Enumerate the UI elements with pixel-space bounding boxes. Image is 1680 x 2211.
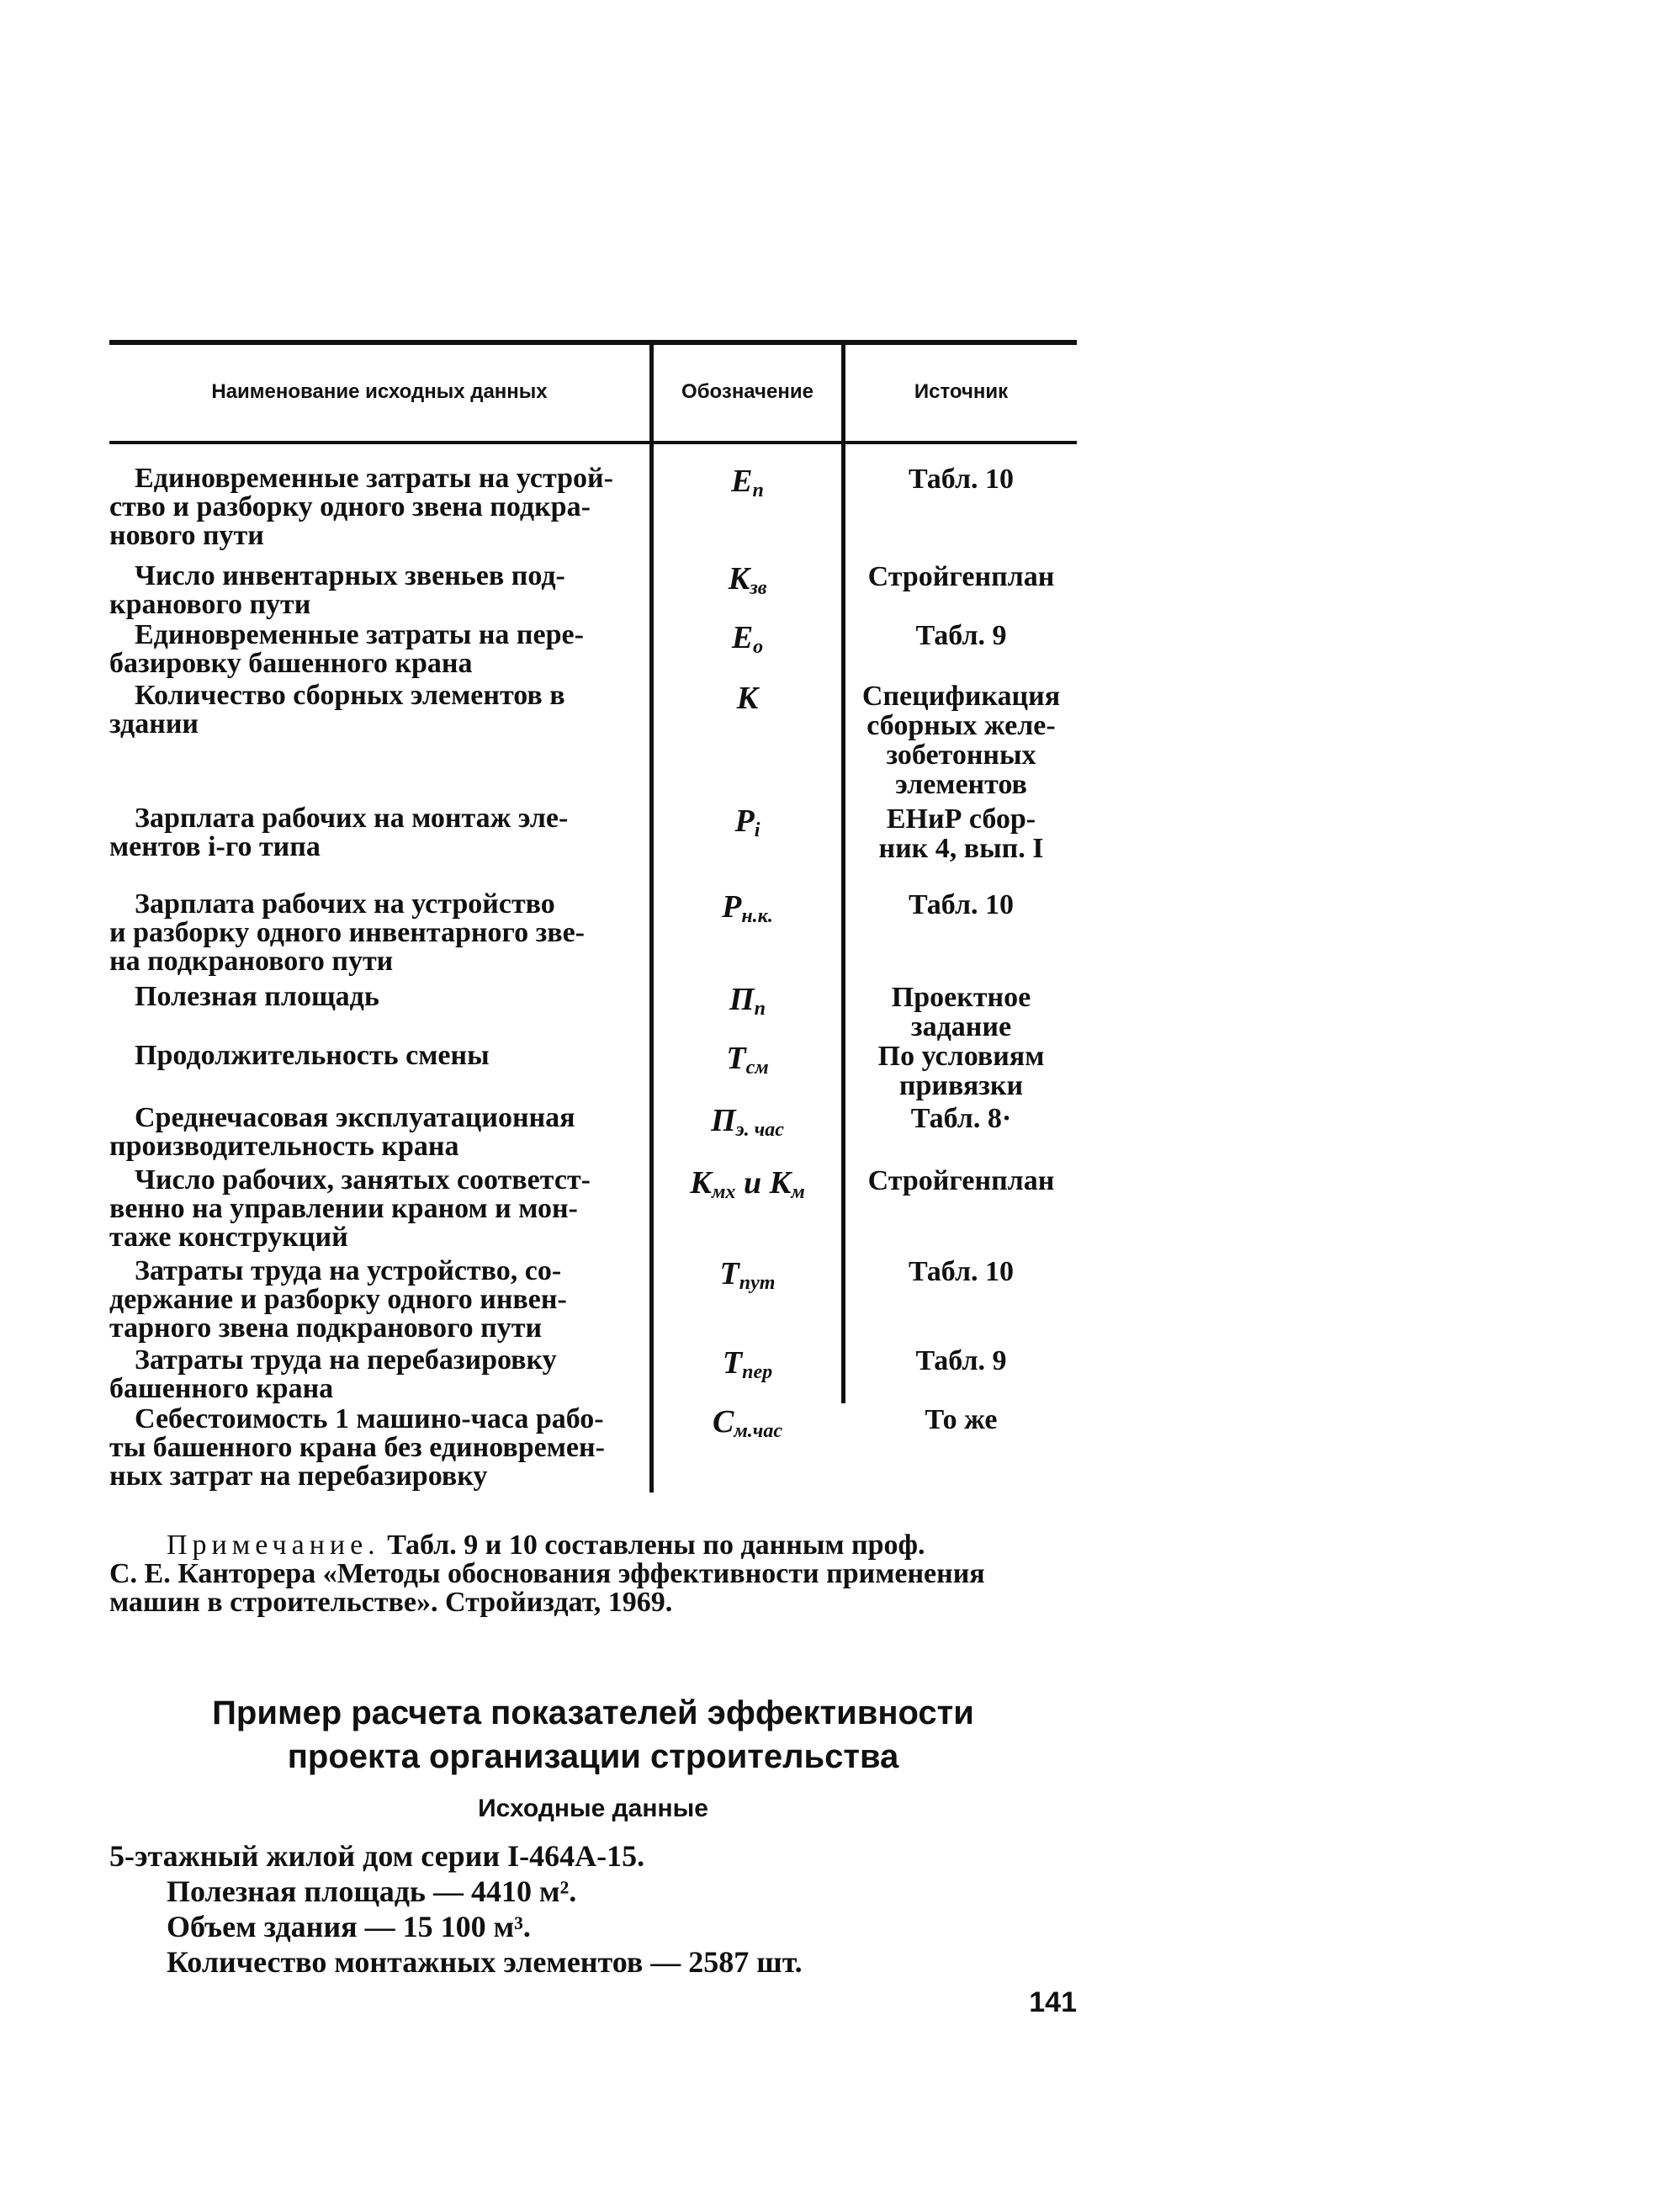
symbol-main: Р bbox=[734, 803, 755, 839]
section-title-line: проекта организации строительства bbox=[287, 1738, 899, 1775]
cell-name bbox=[109, 1257, 633, 1343]
cell-source bbox=[845, 562, 1077, 591]
page-number: 141 bbox=[1029, 1986, 1077, 2018]
data-line: Полезная площадь — 4410 м². bbox=[167, 1874, 577, 1908]
name-line: Зарплата рабочих на монтаж эле- bbox=[135, 803, 569, 834]
cell-symbol bbox=[654, 681, 841, 715]
cell-source bbox=[845, 890, 1077, 920]
source-data-table bbox=[109, 340, 1077, 1493]
cell-symbol bbox=[654, 890, 841, 933]
table-note bbox=[109, 1531, 1077, 1617]
cell-source bbox=[845, 983, 1077, 1042]
cell-name bbox=[109, 1405, 633, 1491]
name-line: Число рабочих, занятых соответст- bbox=[135, 1164, 591, 1196]
symbol-subscript: мх bbox=[711, 1181, 736, 1203]
name-line: тарного звена подкранового пути bbox=[109, 1312, 543, 1344]
source-line: Табл. 8· bbox=[910, 1103, 1012, 1134]
section-title bbox=[109, 1691, 1077, 1779]
symbol-main: Т bbox=[719, 1256, 739, 1291]
cell-name bbox=[109, 983, 633, 1011]
symbol-tail-subscript: м bbox=[791, 1181, 805, 1203]
cell-source bbox=[845, 621, 1077, 650]
data-line: Количество монтажных элементов — 2587 шт. bbox=[167, 1945, 803, 1979]
symbol-subscript: н.к. bbox=[741, 905, 773, 927]
cell-symbol bbox=[654, 1257, 841, 1300]
source-line: Стройгенплан bbox=[867, 1165, 1055, 1196]
symbol-subscript: пут bbox=[739, 1272, 776, 1294]
symbol-main: К bbox=[690, 1165, 712, 1201]
name-line: ство и разборку одного звена подкра- bbox=[109, 491, 591, 522]
cell-source bbox=[845, 1405, 1077, 1434]
cell-name bbox=[109, 1042, 633, 1070]
name-line: Продолжительность смены bbox=[135, 1040, 490, 1071]
cell-symbol bbox=[654, 621, 841, 664]
symbol-main: К bbox=[728, 561, 750, 596]
cell-name bbox=[109, 890, 633, 976]
header-symbol: Обозначение bbox=[681, 380, 814, 403]
name-line: Среднечасовая эксплуатационная bbox=[135, 1102, 575, 1133]
name-line: и разборку одного инвентарного зве- bbox=[109, 917, 586, 948]
source-line: Спецификация bbox=[861, 681, 1061, 712]
symbol-main: П bbox=[729, 982, 755, 1017]
cell-name bbox=[109, 804, 633, 862]
cell-symbol bbox=[654, 983, 841, 1026]
source-line: сборных желе- bbox=[866, 710, 1056, 741]
name-line: Полезная площадь bbox=[135, 981, 379, 1012]
symbol-main: К bbox=[736, 681, 759, 716]
cell-source bbox=[845, 1257, 1077, 1286]
source-data-lines bbox=[109, 1838, 1077, 1980]
symbol-main: П bbox=[711, 1103, 736, 1138]
symbol-subscript: о bbox=[753, 636, 764, 658]
symbol-main: Т bbox=[726, 1041, 746, 1076]
symbol-subscript: пер bbox=[742, 1361, 773, 1383]
name-line: башенного крана bbox=[109, 1373, 334, 1404]
cell-source bbox=[845, 681, 1077, 799]
name-line: здании bbox=[109, 708, 199, 740]
cell-source bbox=[845, 464, 1077, 494]
symbol-main: Р bbox=[722, 889, 742, 925]
name-line: кранового пути bbox=[109, 589, 311, 620]
source-line: привязки bbox=[898, 1070, 1024, 1101]
symbol-subscript: п bbox=[754, 998, 766, 1020]
source-line: Табл. 9 bbox=[915, 620, 1007, 651]
symbol-subscript: п bbox=[752, 480, 764, 501]
source-line: По условиям bbox=[877, 1041, 1045, 1072]
section-title-line: Пример расчета показателей эффективности bbox=[212, 1694, 974, 1731]
source-line: задание bbox=[910, 1011, 1012, 1042]
source-line: Табл. 9 bbox=[915, 1345, 1007, 1376]
cell-symbol bbox=[654, 1405, 841, 1448]
symbol-subscript: э. час bbox=[735, 1119, 784, 1141]
header-name: Наименование исходных данных bbox=[211, 380, 548, 403]
name-line: производительность крана bbox=[109, 1131, 459, 1162]
name-line: венно на управлении краном и мон- bbox=[109, 1193, 578, 1224]
cell-name bbox=[109, 1104, 633, 1161]
table-header-rule bbox=[109, 441, 1077, 444]
cell-symbol bbox=[654, 1166, 841, 1209]
cell-name bbox=[109, 464, 633, 550]
symbol-subscript: см bbox=[745, 1057, 769, 1079]
data-line: Объем здания — 15 100 м³. bbox=[167, 1910, 531, 1943]
cell-name bbox=[109, 621, 633, 678]
name-line: ных затрат на перебазировку bbox=[109, 1461, 488, 1492]
name-line: базировку башенного крана bbox=[109, 648, 473, 679]
cell-name bbox=[109, 562, 633, 619]
name-line: держание и разборку одного инвен- bbox=[109, 1284, 567, 1315]
note-line: С. Е. Канторера «Методы обоснования эффективности применения bbox=[109, 1558, 985, 1589]
source-line: Стройгенплан bbox=[867, 561, 1055, 592]
name-line: Зарплата рабочих на устройство bbox=[135, 888, 555, 920]
table-top-rule bbox=[109, 340, 1077, 345]
cell-name bbox=[109, 1166, 633, 1252]
symbol-subscript: зв bbox=[750, 577, 767, 599]
name-line: Затраты труда на устройство, со- bbox=[135, 1255, 562, 1286]
cell-symbol bbox=[654, 464, 841, 507]
source-line: Табл. 10 bbox=[908, 889, 1015, 920]
symbol-main: Е bbox=[731, 620, 754, 655]
cell-name bbox=[109, 1346, 633, 1403]
cell-symbol bbox=[654, 804, 841, 847]
note-text: Табл. 9 и 10 составлены по данным проф. bbox=[379, 1530, 925, 1561]
source-line: элементов bbox=[895, 769, 1027, 800]
name-line: Себестоимость 1 машино-часа рабо- bbox=[135, 1403, 604, 1434]
cell-source bbox=[845, 1346, 1077, 1376]
name-line: на подкранового пути bbox=[109, 946, 394, 977]
name-line: ментов i-го типа bbox=[109, 831, 321, 862]
cell-source bbox=[845, 804, 1077, 863]
section-subtitle: Исходные данные bbox=[478, 1795, 708, 1822]
name-line: Затраты труда на перебазировку bbox=[135, 1344, 557, 1376]
source-line: ник 4, вып. I bbox=[878, 833, 1044, 864]
source-line: ЕНиР сбор- bbox=[886, 803, 1036, 835]
cell-symbol bbox=[654, 1042, 841, 1084]
cell-source bbox=[845, 1104, 1077, 1133]
source-line: Проектное bbox=[891, 982, 1031, 1013]
cell-source bbox=[845, 1166, 1077, 1196]
name-line: Количество сборных элементов в bbox=[135, 680, 565, 711]
cell-source bbox=[845, 1042, 1077, 1100]
name-line: таже конструкций bbox=[109, 1222, 348, 1253]
symbol-main: С bbox=[712, 1404, 734, 1440]
cell-name bbox=[109, 681, 633, 739]
header-source: Источник bbox=[914, 380, 1009, 403]
source-line: зобетонных bbox=[886, 740, 1036, 771]
note-line bbox=[109, 1531, 1077, 1560]
cell-symbol bbox=[654, 1104, 841, 1147]
name-line: Число инвентарных звеньев под- bbox=[135, 560, 565, 591]
symbol-tail: и К bbox=[735, 1165, 792, 1201]
symbol-subscript: м.час bbox=[734, 1420, 783, 1442]
source-line: Табл. 10 bbox=[908, 464, 1015, 495]
source-line: Табл. 10 bbox=[908, 1256, 1015, 1287]
name-line: ты башенного крана без единовремен- bbox=[109, 1432, 605, 1463]
symbol-main: Т bbox=[722, 1345, 743, 1381]
cell-symbol bbox=[654, 562, 841, 605]
symbol-subscript: i bbox=[754, 819, 761, 841]
name-line: нового пути bbox=[109, 520, 264, 551]
note-label: Примечание. bbox=[167, 1530, 380, 1561]
name-line: Единовременные затраты на устрой- bbox=[135, 463, 613, 494]
cell-symbol bbox=[654, 1346, 841, 1389]
symbol-main: Е bbox=[731, 464, 753, 499]
data-line: 5-этажный жилой дом серии I-464А-15. bbox=[109, 1839, 645, 1873]
source-line: То же bbox=[925, 1404, 998, 1435]
note-line: машин в строительстве». Стройиздат, 1969. bbox=[109, 1587, 673, 1618]
name-line: Единовременные затраты на пере- bbox=[135, 619, 584, 650]
